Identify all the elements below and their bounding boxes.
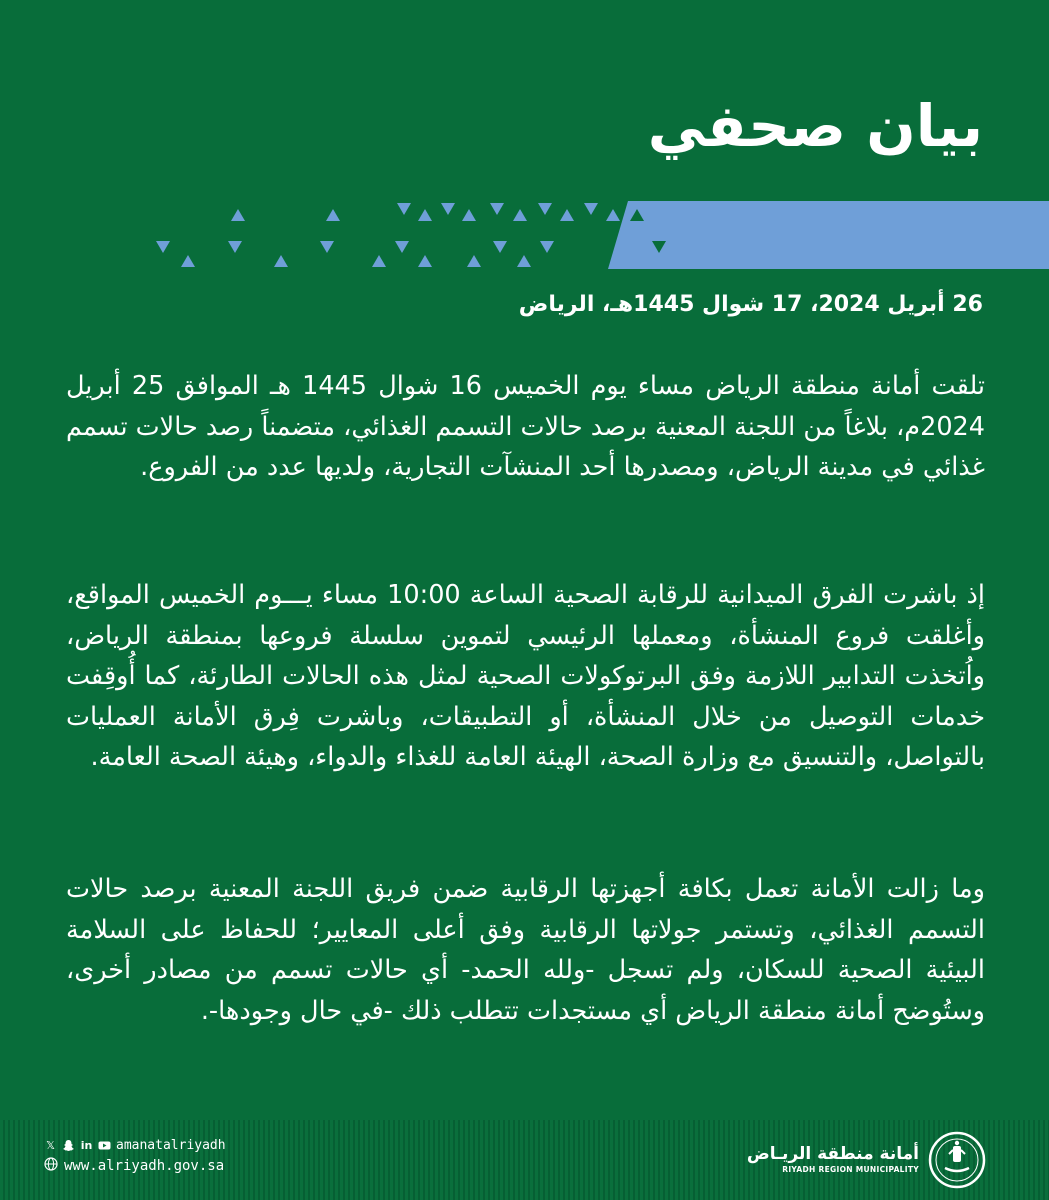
linkedin-icon[interactable]: in xyxy=(80,1138,93,1152)
page-title: بيان صحفي xyxy=(647,92,983,160)
social-links xyxy=(44,1135,226,1155)
website-row xyxy=(44,1156,226,1176)
snapchat-icon[interactable] xyxy=(62,1139,75,1152)
youtube-icon[interactable] xyxy=(98,1139,111,1152)
paragraph-2: إذ باشرت الفرق الميدانية للرقابة الصحية الساعة 10:00 مساء يـــوم الخميس المواقع، وأغلقت فروع المنشأة، ومعملها الرئيسي لتموين سلسلة فروعها بمنطقة الرياض، واُتخذت التدابير اللازمة وفق البرتوكولات الصحية لمثل هذه الحالات الطارئة، كما أُوقِفت خدمات التوصيل من خلال المنشأة، أو التطبيقات، وباشرت فِرق الأمانة العمليات بالتواصل، والتنسيق مع وزارة الصحة، الهيئة العامة للغذاء والدواء، وهيئة الصحة العامة. xyxy=(66,580,985,772)
municipality-logo xyxy=(747,1130,987,1190)
date-line: 26 أبريل 2024، 17 شوال 1445هـ، الرياض xyxy=(518,292,983,317)
paragraph-3: وما زالت الأمانة تعمل بكافة أجهزتها الرقابية ضمن فريق اللجنة المعنية برصد حالات التسمم الغذائي، وتستمر جولاتها الرقابية وفق أعلى المعايير؛ للحفاظ على السلامة البيئية الصحية للسكان، ولم تسجل -ولله الحمد- أي حالات تسمم من مصادر أخرى، وستُوضح أمانة منطقة الرياض أي مستجدات تتطلب ذلك -في حال وجودها-. xyxy=(66,874,985,1026)
logo-english-name: RIYADH REGION MUNICIPALITY xyxy=(782,1165,919,1174)
footer-contact xyxy=(44,1135,226,1176)
logo-arabic-name: أمانة منطقة الريـاض xyxy=(746,1144,919,1164)
x-icon[interactable]: 𝕏 xyxy=(46,1138,55,1152)
decorative-triangle-band xyxy=(0,195,1049,275)
website-link[interactable]: www.alriyadh.gov.sa xyxy=(64,1158,225,1174)
municipality-seal-icon xyxy=(927,1130,987,1190)
globe-icon xyxy=(44,1157,58,1175)
paragraph-1: تلقت أمانة منطقة الرياض مساء يوم الخميس 16 شوال 1445 هـ الموافق 25 أبريل 2024م، بلاغاً من اللجنة المعنية برصد حالات التسمم الغذائي، متضمناً رصد حالات تسمم غذائي في مدينة الرياض، ومصدرها أحد المنشآت التجارية، ولديها عدد من الفروع. xyxy=(66,371,986,482)
social-handle: amanatalriyadh xyxy=(116,1137,226,1153)
